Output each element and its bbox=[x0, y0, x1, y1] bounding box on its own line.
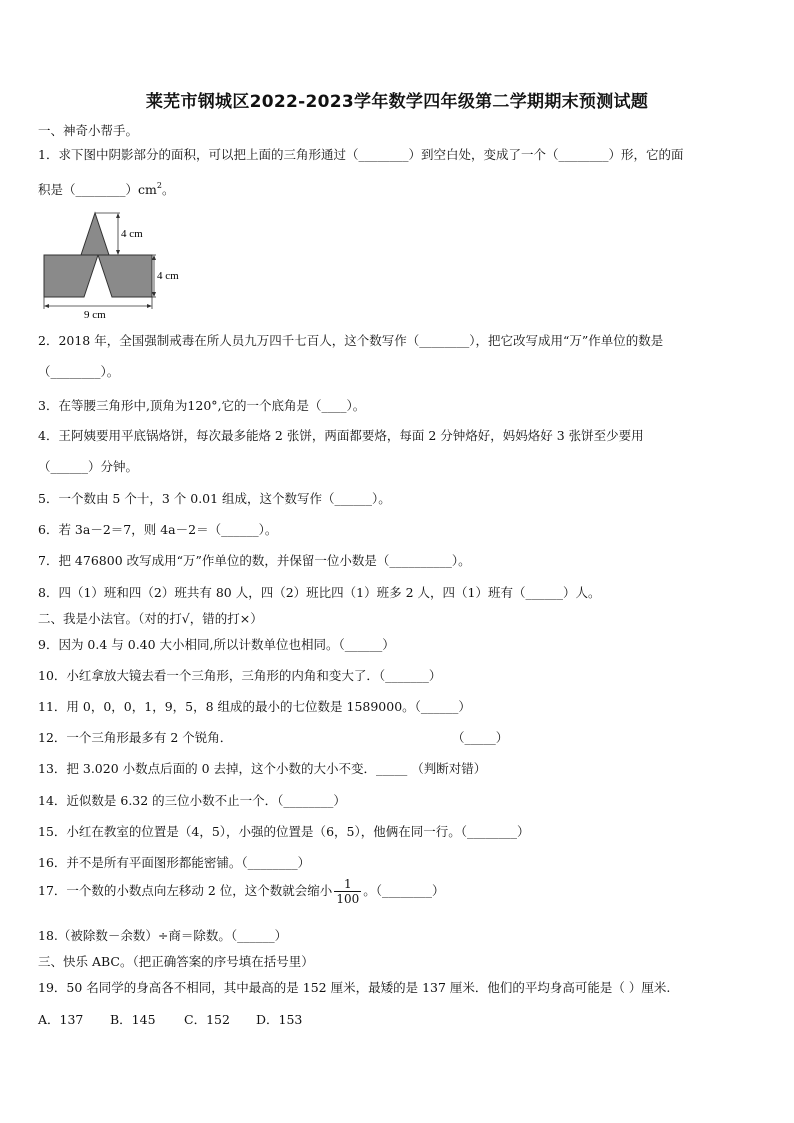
question-5: 5．一个数由 5 个十，3 个 0.01 组成，这个数写作（______）。 bbox=[38, 491, 391, 506]
question-12: 12．一个三角形最多有 2 个锐角． bbox=[38, 730, 233, 745]
page-title: 莱芜市钢城区2022-2023学年数学四年级第二学期期末预测试题 bbox=[145, 92, 649, 112]
question-17: 17．一个数的小数点向左移动 2 位，这个数就会缩小 $\frac{1}{100}$ 。（________） bbox=[38, 877, 445, 906]
question-7: 7．把 476800 改写成用“万”作单位的数，并保留一位小数是（__________）。 bbox=[38, 553, 471, 568]
question-10: 10．小红拿放大镜去看一个三角形，三角形的内角和变大了．（_______） bbox=[38, 668, 442, 683]
option-c: C．152 bbox=[184, 1012, 230, 1027]
question-19: 19．50 名同学的身高各不相同，其中最高的是 152 厘米，最矮的是 137 厘米．他们的平均身高可能是（ ）厘米. bbox=[38, 980, 671, 995]
option-d: D．153 bbox=[256, 1012, 303, 1027]
question-14: 14．近似数是 6.32 的三位小数不止一个．（________） bbox=[38, 793, 346, 808]
label-bottom-width: 9 cm bbox=[84, 309, 106, 320]
question-1-figure bbox=[38, 205, 198, 320]
question-8: 8．四（1）班和四（2）班共有 80 人，四（2）班比四（1）班多 2 人，四（1）班有（______）人。 bbox=[38, 585, 601, 600]
label-top-height: 4 cm bbox=[121, 228, 143, 240]
question-3: 3．在等腰三角形中,顶角为120°,它的一个底角是（____）。 bbox=[38, 398, 366, 413]
question-4: 4．王阿姨要用平底锅烙饼，每次最多能烙 2 张饼，两面都要烙，每面 2 分钟烙好，妈妈烙好 3 张饼至少要用 （______）分钟。 bbox=[38, 428, 644, 474]
section-heading-2: 二、我是小法官。（对的打√，错的打×） bbox=[38, 611, 263, 626]
question-11: 11．用 0，0，0，1，9，5，8 组成的最小的七位数是 1589000。（______） bbox=[38, 699, 471, 714]
superscript: 2 bbox=[156, 181, 162, 190]
question-2: 2．2018 年，全国强制戒毒在所人员九万四千七百人，这个数写作（________），把它改写成用“万”作单位的数是 （________）。 bbox=[38, 333, 664, 379]
fraction-one-hundredth: $\frac{1}{100}$ bbox=[336, 877, 360, 906]
question-1-line-1: 1．求下图中阴影部分的面积，可以把上面的三角形通过（________）到空白处，变成了一个（________）形，它的面 bbox=[38, 147, 684, 162]
label-side-height: 4 cm bbox=[157, 270, 179, 282]
question-16: 16．并不是所有平面图形都能密铺。（________） bbox=[38, 855, 311, 870]
question-18: 18.（被除数－余数）÷商＝除数。（______） bbox=[38, 928, 288, 943]
shaded-triangle bbox=[81, 213, 109, 255]
question-9: 9．因为 0.4 与 0.40 大小相同,所以计数单位也相同。（______） bbox=[38, 637, 395, 652]
question-13: 13．把 3.020 小数点后面的 0 去掉，这个小数的大小不变．_____ （判断对错） bbox=[38, 761, 487, 776]
shaded-parallelogram-shape bbox=[44, 255, 152, 297]
question-6: 6．若 3a－2＝7，则 4a－2＝（______）。 bbox=[38, 522, 278, 537]
question-1-line-2: 积是$(\_\_\_\_\_\_\_\_)cm^2$。 bbox=[38, 181, 175, 197]
question-1 bbox=[38, 139, 758, 205]
question-15: 15．小红在教室的位置是（4，5），小强的位置是（6，5），他俩在同一行。（________） bbox=[38, 824, 530, 839]
option-a: A．137 bbox=[38, 1012, 84, 1027]
section-heading-3: 三、快乐 ABC。（把正确答案的序号填在括号里） bbox=[38, 954, 314, 969]
question-12-blank: （_____） bbox=[452, 730, 509, 745]
question-19-options bbox=[38, 1010, 302, 1028]
section-heading-1: 一、神奇小帮手。 bbox=[38, 123, 139, 138]
option-b: B．145 bbox=[110, 1012, 156, 1027]
